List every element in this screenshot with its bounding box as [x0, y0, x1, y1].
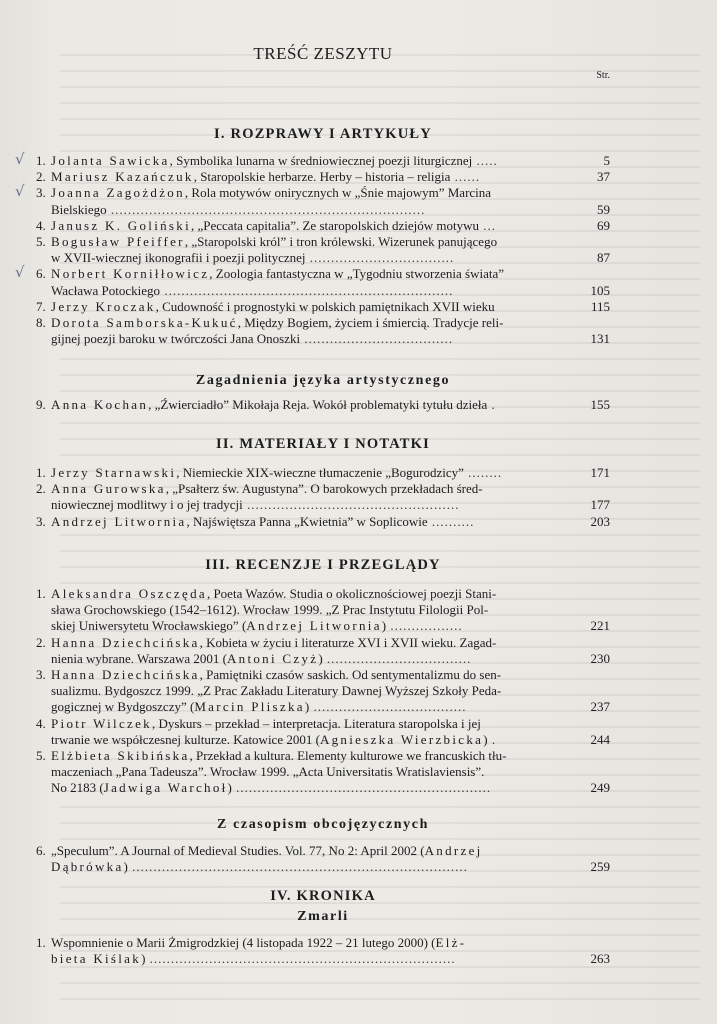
entry-reviewer: Elż- — [435, 935, 467, 950]
entry-page: 221 — [590, 618, 610, 634]
toc-entry: 1. Aleksandra Oszczęda, Poeta Wazów. Studia o okolicznościowej poezji Stani- sława Grochowskiego (1542–1612). Wrocław 1999. „Z Prac Instytutu Filologii Pol- skiej Uniwersytetu Wrocławskiego” (Andrzej Litwornia) ................. 221 — [36, 586, 610, 634]
entry-author: Andrzej Litwornia — [51, 513, 187, 529]
entry-reviewer: Antoni Czyż — [226, 650, 319, 666]
entry-page: 115 — [590, 298, 610, 314]
entry-author: Mariusz Kazańczuk — [51, 169, 194, 185]
toc-entry: 7. Jerzy Kroczak, Cudowność i prognostyki w polskich pamiętnikach XVII wieku 115 — [36, 298, 610, 314]
toc-entry: 2. Anna Gurowska, „Psałterz św. Augustyna”. O barokowych przekładach śred- niowiecznej modlitwy i o jej tradycji .................................................. 177 — [36, 481, 610, 513]
entry-list — [36, 586, 610, 797]
entry-title: , Pamiętniki czasów saskich. Od sentymentalizmu do sen- — [199, 667, 502, 683]
entry-title: , Symbolika lunarna w średniowiecznej poezji liturgicznej — [169, 153, 473, 168]
entry-title: , Między Bogiem, życiem i śmiercią. Tradycje reli- — [237, 315, 504, 331]
entry-author: Dorota Samborska-Kukuć — [51, 315, 238, 331]
entry-page: 87 — [597, 250, 610, 266]
entry-page: 131 — [590, 331, 610, 347]
entry-list — [36, 465, 610, 530]
section-4 — [36, 888, 610, 967]
check-mark-icon: √ — [15, 263, 25, 282]
toc-entry: 6. „Speculum”. A Journal of Medieval Studies. Vol. 77, No 2: April 2002 (Andrzej Dąbrówka) ............................................................................... 259 — [36, 843, 610, 875]
section-heading: III. RECENZJE I PRZEGLĄDY — [205, 557, 441, 573]
entry-author: Bogusław Pfeiffer — [51, 234, 185, 250]
entry-page: 59 — [597, 201, 610, 217]
entry-page: 203 — [590, 513, 610, 529]
toc-entry: 8. Dorota Samborska-Kukuć, Między Bogiem, życiem i śmiercią. Tradycje reli- gijnej poezji baroku w twórczości Jana Onoszki ................................... 131 — [36, 315, 610, 347]
entry-list — [36, 397, 610, 413]
toc-entry: 9. Anna Kochan, „Źwierciadło” Mikołaja Reja. Wokół problematyki tytułu dzieła . 155 — [36, 397, 610, 412]
entry-page: 69 — [597, 217, 610, 233]
toc-entry: 1. Wspomnienie o Marii Żmigrodzkiej (4 listopada 1922 – 21 lutego 2000) (Elż- bieta Kiślak) ........................................................................ 263 — [36, 935, 610, 967]
entry-page: 5 — [603, 153, 610, 168]
check-mark-icon: √ — [15, 182, 25, 201]
section-heading: IV. KRONIKA — [270, 888, 376, 904]
entry-title: , „Źwierciadło” Mikołaja Reja. Wokół problematyki tytułu dzieła — [148, 397, 488, 412]
toc-entry: 4. Janusz K. Goliński, „Peccata capitalia”. Ze staropolskich dziejów motywu ... 69 — [36, 217, 610, 233]
entry-author: Janusz K. Goliński — [51, 217, 191, 233]
toc-entry: 1. Jerzy Starnawski, Niemieckie XIX-wieczne tłumaczenie „Bogurodzicy” ........ 171 — [36, 465, 610, 480]
toc-entry: 4. Piotr Wilczek, Dyskurs – przekład – interpretacja. Literatura staropolska i jej trwanie we współczesnej kulturze. Katowice 2001 (Agnieszka Wierzbicka) . 244 — [36, 715, 610, 747]
entry-page: 177 — [590, 497, 610, 513]
entry-author: Jerzy Starnawski — [51, 465, 177, 480]
entry-author: Jolanta Sawicka — [51, 153, 170, 168]
section-1 — [15, 126, 610, 347]
entry-page: 249 — [590, 780, 610, 796]
section-1-subsection — [36, 373, 610, 413]
toc-entry: 3. Andrzej Litwornia, Najświętsza Panna „Kwietnia” w Soplicowie .......... 203 — [36, 513, 610, 529]
entry-page: 37 — [597, 169, 610, 185]
entry-author: Aleksandra Oszczęda — [51, 586, 207, 601]
entry-page: 230 — [590, 650, 610, 666]
toc-entry: 5. Elżbieta Skibińska, Przekład a kultura. Elementy kulturowe we francuskich tłu- maczeniach „Pana Tadeusza”. Wrocław 1999. „Acta Universitatis Wratislaviensis”. No 2183 (Jadwiga Warchoł) ............................................................ 249 — [36, 748, 610, 796]
entry-page: 259 — [590, 859, 610, 875]
toc-entry: 3. Hanna Dziechcińska, Pamiętniki czasów saskich. Od sentymentalizmu do sen- sualizmu. Bydgoszcz 1999. „Z Prac Zakładu Literatury Dawnej Wyższej Szkoły Peda- gogicznej w Bydgoszczy” (Marcin Pliszka) .................................... 237 — [36, 667, 610, 715]
entry-author: Anna Gurowska — [51, 481, 166, 497]
entry-title: , Cudowność i prognostyki w polskich pamiętnikach XVII wieku — [155, 298, 495, 314]
toc-entry: 2. Hanna Dziechcińska, Kobieta w życiu i literaturze XVI i XVII wieku. Zagad- nienia wybrane. Warszawa 2001 (Antoni Czyż) .................................. 230 — [36, 634, 610, 666]
entry-page: 263 — [590, 951, 610, 967]
check-mark-icon: √ — [15, 150, 25, 168]
toc-entry: 5. Bogusław Pfeiffer, „Staropolski król” i tron królewski. Wizerunek panującego w XVII-wiecznej ikonografii i poezji politycznej .................................. 87 — [36, 234, 610, 266]
section-3-subsection — [36, 817, 610, 875]
section-3 — [36, 557, 610, 797]
entry-title: , Zoologia fantastyczna w „Tygodniu stworzenia świata” — [209, 266, 505, 282]
entry-title: , Niemieckie XIX-wieczne tłumaczenie „Bogurodzicy” — [176, 465, 464, 480]
entry-author: Anna Kochan — [51, 397, 149, 412]
entry-reviewer: Andrzej — [424, 843, 483, 858]
entry-title: , Dyskurs – przekład – interpretacja. Literatura staropolska i jej — [151, 715, 481, 731]
page-title: TREŚĆ ZESZYTU — [253, 44, 393, 63]
section-heading: I. ROZPRAWY I ARTYKUŁY — [214, 126, 432, 142]
entry-page: 155 — [590, 397, 610, 412]
toc-entry: √ 6. Norbert Korniłłowicz, Zoologia fantastyczna w „Tygodniu stworzenia świata” Wacława Potockiego .................................................................... 105 — [15, 263, 610, 298]
entry-page: 244 — [590, 731, 610, 747]
entry-title: , Staropolskie herbarze. Herby – historia – religia — [193, 169, 451, 185]
entry-title: , Kobieta w życiu i literaturze XVI i XVII wieku. Zagad- — [199, 634, 497, 650]
toc-entry: √ 3. Joanna Zagożdżon, Rola motywów onirycznych w „Śnie majowym” Marcina Bielskiego .......................................................................... 59 — [15, 182, 610, 217]
subsection-heading: Zagadnienia języka artystycznego — [195, 373, 451, 388]
entry-page: 237 — [590, 699, 610, 715]
entry-title: , Przekład a kultura. Elementy kulturowe we francuskich tłu- — [189, 748, 507, 764]
entry-title: , „Psałterz św. Augustyna”. O barokowych przekładach śred- — [165, 481, 483, 497]
entry-list — [15, 150, 610, 347]
entry-list — [36, 935, 610, 967]
entry-title: „Speculum”. A Journal of Medieval Studies. Vol. 77, No 2: April 2002 ( — [51, 843, 425, 858]
entry-title: , „Peccata capitalia”. Ze staropolskich dziejów motywu — [190, 217, 480, 233]
entry-author: Elżbieta Skibińska — [51, 748, 190, 764]
entry-reviewer: Marcin Pliszka — [194, 699, 305, 715]
subsection-heading: Z czasopism obcojęzycznych — [217, 817, 429, 832]
toc-entry: √ 1. Jolanta Sawicka, Symbolika lunarna w średniowiecznej poezji liturgicznej ..... 5 — [15, 150, 610, 168]
toc-entry: 2. Mariusz Kazańczuk, Staropolskie herbarze. Herby – historia – religia ...... 37 — [36, 169, 610, 185]
entry-page: 105 — [590, 282, 610, 298]
entry-page: 171 — [590, 465, 610, 480]
section-2 — [36, 436, 610, 530]
entry-author: Piotr Wilczek — [51, 715, 152, 731]
entry-reviewer: Jadwiga Warchoł — [103, 780, 228, 796]
entry-author: Hanna Dziechcińska — [51, 634, 200, 650]
entry-author: Joanna Zagożdżon — [51, 185, 185, 201]
entry-title: Wspomnienie o Marii Żmigrodzkiej (4 listopada 1922 – 21 lutego 2000) ( — [51, 935, 436, 950]
entry-author: Hanna Dziechcińska — [51, 667, 200, 683]
entry-reviewer: Andrzej Litwornia — [246, 618, 382, 634]
entry-title: , Poeta Wazów. Studia o okolicznościowej poezji Stani- — [206, 586, 497, 601]
page-column-label: Str. — [596, 70, 610, 81]
entry-title: , Rola motywów onirycznych w „Śnie majowym” Marcina — [184, 185, 492, 201]
section-heading: II. MATERIAŁY I NOTATKI — [216, 436, 430, 452]
entry-author: Jerzy Kroczak — [51, 298, 156, 314]
entry-title: , „Staropolski król” i tron królewski. Wizerunek panującego — [184, 234, 498, 250]
entry-list — [36, 843, 610, 875]
entry-title: , Najświętsza Panna „Kwietnia” w Soplicowie — [186, 513, 428, 529]
entry-author: Norbert Korniłłowicz — [51, 266, 210, 282]
entry-reviewer: Agnieszka Wierzbicka — [319, 731, 484, 747]
subsection-heading: Zmarli — [297, 909, 349, 924]
